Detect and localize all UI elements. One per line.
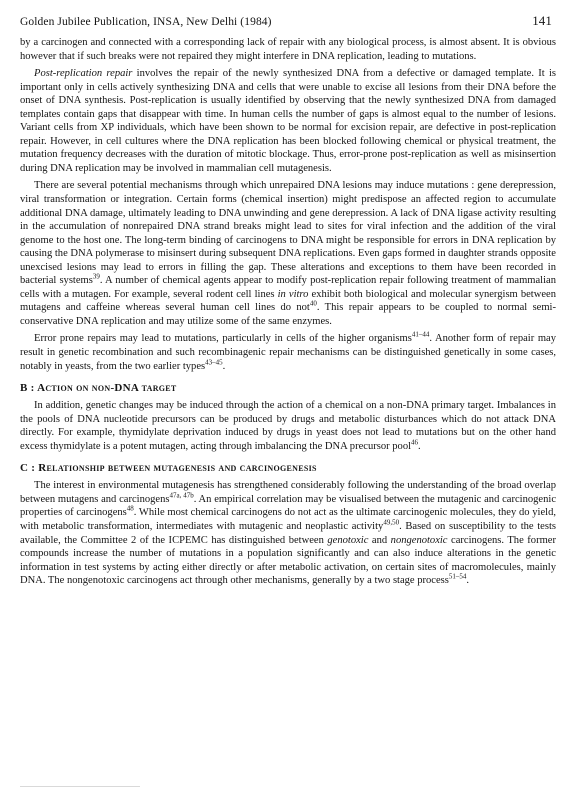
paragraph-mechanisms xyxy=(20,179,556,328)
reference-superscript: 40 xyxy=(309,299,317,308)
reference-superscript: 46 xyxy=(411,438,419,447)
paragraph-text: Error prone repairs may lead to mutations, particularly in cells of the higher organisms xyxy=(34,333,412,345)
paragraph-text: exhibit both biological and molecular synergism between mutagens and caffeine whereas several human cell lines do not xyxy=(20,288,556,314)
term-post-replication-repair: Post-replication repair xyxy=(34,68,133,80)
paragraph-text: The interest in environmental mutagenesis has strengthened considerably following the understanding of the broad overlap between mutagens and carcinogens xyxy=(20,480,556,505)
section-heading-c: C : Relationship between mutagenesis and carcinogenesis xyxy=(20,462,317,475)
running-header xyxy=(20,14,556,29)
reference-superscript: 39 xyxy=(92,272,100,281)
running-title: Golden Jubilee Publication, INSA, New Delhi (1984) xyxy=(20,16,272,28)
paragraph-non-dna-target xyxy=(20,399,556,453)
paragraph-text: . xyxy=(222,360,226,372)
paragraph-text: . An empirical correlation may be visualised between the mutagenic and carcinogenic properties of carcinogens xyxy=(20,493,556,519)
page-number: 141 xyxy=(532,14,552,28)
reference-superscript: 49,50 xyxy=(383,518,400,527)
paragraph-text: In addition, genetic changes may be induced through the action of a chemical on a non-DNA primary target. Imbalances in the pools of DNA nucleotide precursors can be produced by drugs and metabolic disturbances which do not attack DNA directly. For example, thymidylate deprivation induced by drugs in yeast does not lead to mutations but on the other hand excess thymidylate is a potent mutagen, acting through imbalancing the DNA precursor pool xyxy=(20,400,556,452)
document-page xyxy=(20,14,556,794)
section-heading-b: B : Action on non-DNA target xyxy=(20,382,177,395)
paragraph-text: . Another form of repair may result in genetic recombination and such recombinagenic repair mechanisms can be distinguished genetically in some cases, notably in yeasts, from the two earlier types xyxy=(20,333,556,372)
paragraph-text: carcinogens. The former compounds increase the number of mutations in a population significantly and can also induce alterations in the genetic information in test systems by acting either directly or after metabolic activation, on certain sites of macromolecules, mainly DNA. The nongenotoxic carcinogens act through other mechanisms, generally by a two stage process xyxy=(20,534,556,587)
reference-superscript: 51–54 xyxy=(448,572,467,581)
paragraph-mutagenesis-carcinogenesis xyxy=(20,479,556,587)
reference-superscript: 48 xyxy=(126,504,134,513)
paragraph-continuation xyxy=(20,36,556,63)
paragraph-text: by a carcinogen and connected with a corresponding lack of repair with any biological process, is almost absent. It is obvious however that if such breaks were not repaired they might interfere in DNA replication, leading to mutations. xyxy=(20,37,556,62)
paragraph-post-replication-repair xyxy=(20,67,556,175)
paragraph-error-prone-repair xyxy=(20,332,556,373)
term-nongenotoxic: nongenotoxic xyxy=(390,534,448,546)
paragraph-text: involves the repair of the newly synthesized DNA from a defective or damaged template. It is important only in cells actively synthesizing DNA and cells that were unable to excise all lesions from their DNA before the onset of DNA synthesis. Post-replication is usually identified by observing that the newly synthesized DNA from damaged templates contain gaps that disappear with time. In human cells the number of gaps is almost equal to the number of lesions. Variant cells from XP individuals, which have been shown to be normal for excision repair, are defective in post-replication repair. However, in cell cultures where the DNA replication has been blocked following chemical or physical treatment, the mutation frequency decreases with the duration of mitotic blockage. Thus, error-prone post-replication as well as misinsertion during DNA replication may be involved in mammalian cell mutagenesis. xyxy=(20,68,556,174)
paragraph-text: . Based on susceptibility to the tests available, the Committee 2 of the ICPEMC has distinguished between xyxy=(20,520,556,546)
paragraph-text: and xyxy=(368,534,391,546)
reference-superscript: 47a, 47b xyxy=(169,491,194,500)
paragraph-text: . While most chemical carcinogens do not act as the ultimate carcinogenic molecules, they do yield, with metabolic transformation, intermediates with mutagenic and neoplastic activity xyxy=(20,507,556,532)
paragraph-text: . This repair appears to be coupled to normal semi-conservative DNA replication and may utilize some of the same enzymes. xyxy=(20,302,556,327)
paragraph-text: There are several potential mechanisms through which unrepaired DNA lesions may induce mutations : gene derepression, viral transformation or integration. Certain forms (chemical insertion) might predispose an affected region to accumulate additional DNA damage, ultimately leading to DNA unwinding and gene derepression. A lack of DNA ligase activity resulting in the accumulation of nonrepaired DNA strand breaks might lead to sites for viral infection and the addition of the viral genome to the host one. The long-term binding of carcinogens to DNA might be responsible for errors in DNA replication by causing the DNA polymerase to misinsert during subsequent DNA replications. Even gaps formed in daughter strands opposite unexcised lesions may lead to errors in filling the gap. These alterations and exceptions to them have been recorded in bacterial systems xyxy=(20,180,556,287)
term-in-vitro: in vitro xyxy=(277,288,309,300)
term-genotoxic: genotoxic xyxy=(327,534,369,546)
reference-superscript: 41–44 xyxy=(411,330,430,339)
reference-superscript: 43–45 xyxy=(205,358,223,367)
page-bottom-divider xyxy=(20,786,140,787)
paragraph-text: . xyxy=(466,575,470,587)
paragraph-text: . xyxy=(418,440,421,452)
paragraph-text: . A number of chemical agents appear to modify post-replication repair following treatment of mammalian cells with a mutagen. For example, several rodent cell lines xyxy=(20,275,556,300)
